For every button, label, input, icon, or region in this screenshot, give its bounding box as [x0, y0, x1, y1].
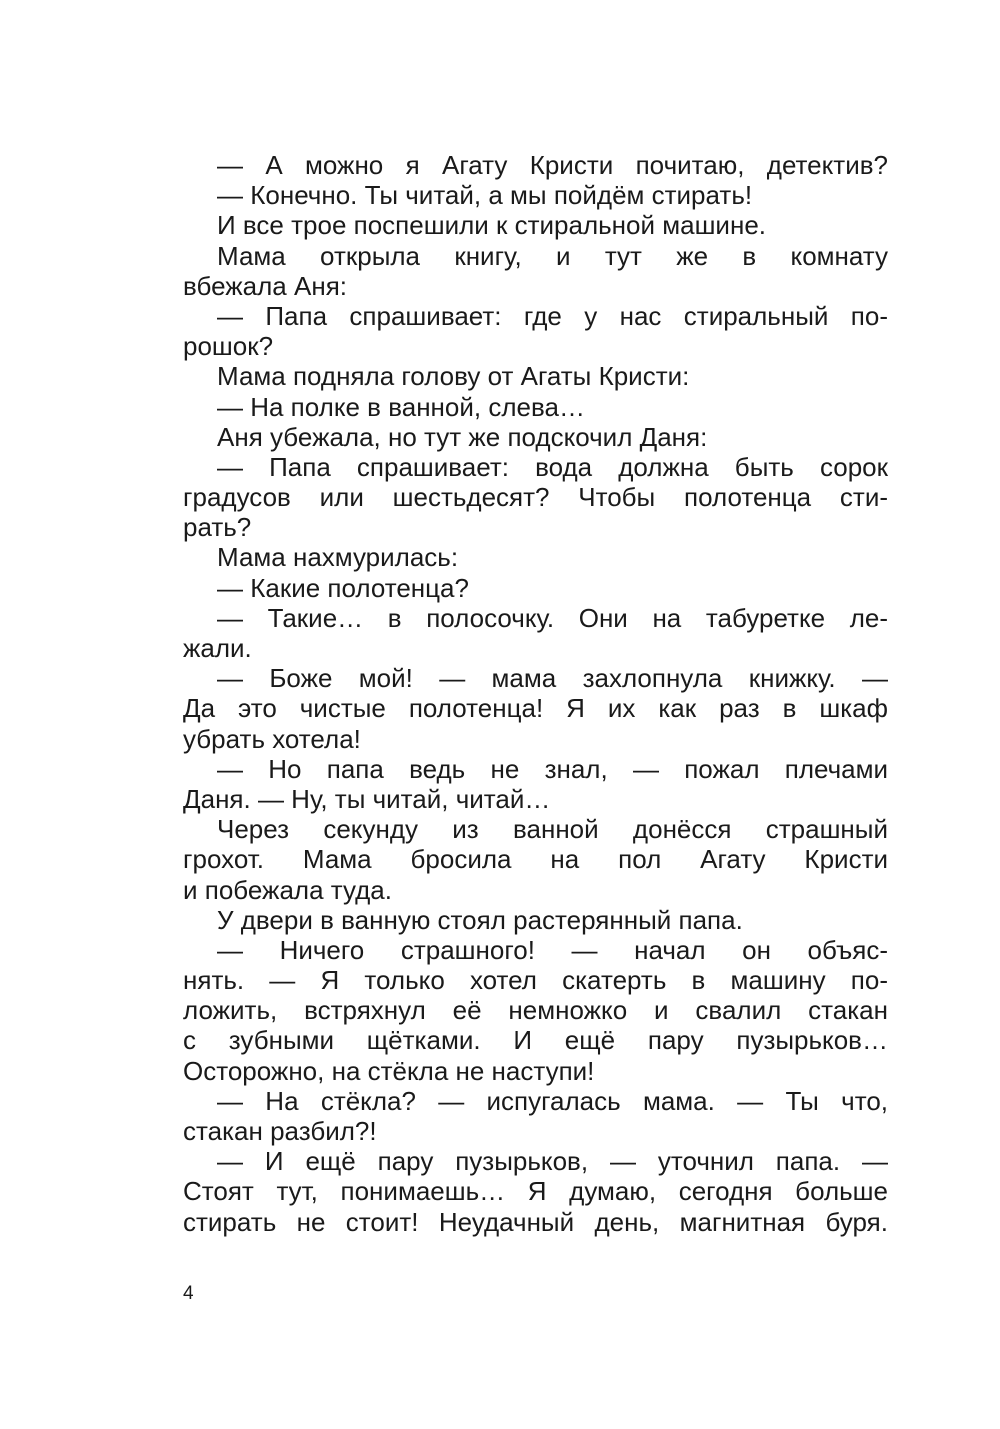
text-line: — А можно я Агату Кристи почитаю, детектив?	[217, 150, 888, 180]
text-line: рать?	[183, 512, 252, 543]
text-line: — Такие… в полосочку. Они на табуретке ле-	[217, 602, 888, 633]
text-line: Мама нахмурилась:	[217, 542, 459, 573]
text-line: ложить, встряхнул её немножко и свалил стакан	[183, 995, 888, 1026]
text-line: нять. — Я только хотел скатерть в машину по-	[183, 965, 888, 996]
text-line: градусов или шестьдесят? Чтобы полотенца сти-	[183, 482, 888, 513]
text-line: И все трое поспешили к стиральной машине.	[217, 210, 766, 241]
text-line: Аня убежала, но тут же подскочил Даня:	[217, 421, 708, 452]
page-number: 4	[183, 1283, 194, 1304]
text-line: У двери в ванную стоял растерянный папа.	[217, 904, 743, 935]
text-line: вбежала Аня:	[183, 270, 347, 301]
text-line: Мама открыла книгу, и тут же в комнату	[217, 240, 888, 271]
text-line: стакан разбил?!	[183, 1116, 377, 1146]
text-line: — Ничего страшного! — начал он объяс-	[217, 934, 888, 965]
text-line: грохот. Мама бросила на пол Агату Кристи	[183, 844, 888, 875]
text-line: с зубными щётками. И ещё пару пузырьков…	[183, 1025, 888, 1056]
text-line: — Какие полотенца?	[217, 572, 469, 603]
text-line: Даня. — Ну, ты читай, читай…	[183, 783, 551, 814]
text-line: — Но папа ведь не знал, — пожал плечами	[217, 753, 888, 784]
text-line: Через секунду из ванной донёсся страшный	[217, 814, 888, 845]
text-line: жали.	[183, 633, 252, 663]
text-line: — Боже мой! — мама захлопнула книжку. —	[217, 663, 888, 694]
text-line: — И ещё пару пузырьков, — уточнил папа. —	[217, 1146, 888, 1177]
text-line: — На стёкла? — испугалась мама. — Ты что,	[217, 1085, 888, 1116]
text-line: Осторожно, на стёкла не наступи!	[183, 1055, 595, 1086]
page-text-body	[183, 150, 888, 1237]
text-line: — Папа спрашивает: где у нас стиральный по-	[217, 300, 888, 331]
text-line: Стоят тут, понимаешь… Я думаю, сегодня больше	[183, 1176, 888, 1207]
text-line: и побежала туда.	[183, 874, 392, 905]
text-line: стирать не стоит! Неудачный день, магнитная буря.	[183, 1206, 888, 1237]
text-line: — Конечно. Ты читай, а мы пойдём стирать!	[217, 180, 753, 211]
text-line: — Папа спрашивает: вода должна быть сорок	[217, 451, 888, 482]
text-line: рошок?	[183, 331, 274, 362]
text-line: — На полке в ванной, слева…	[217, 391, 585, 422]
text-line: Да это чистые полотенца! Я их как раз в шкаф	[183, 693, 888, 724]
text-line: убрать хотела!	[183, 723, 361, 754]
text-line: Мама подняла голову от Агаты Кристи:	[217, 361, 690, 392]
